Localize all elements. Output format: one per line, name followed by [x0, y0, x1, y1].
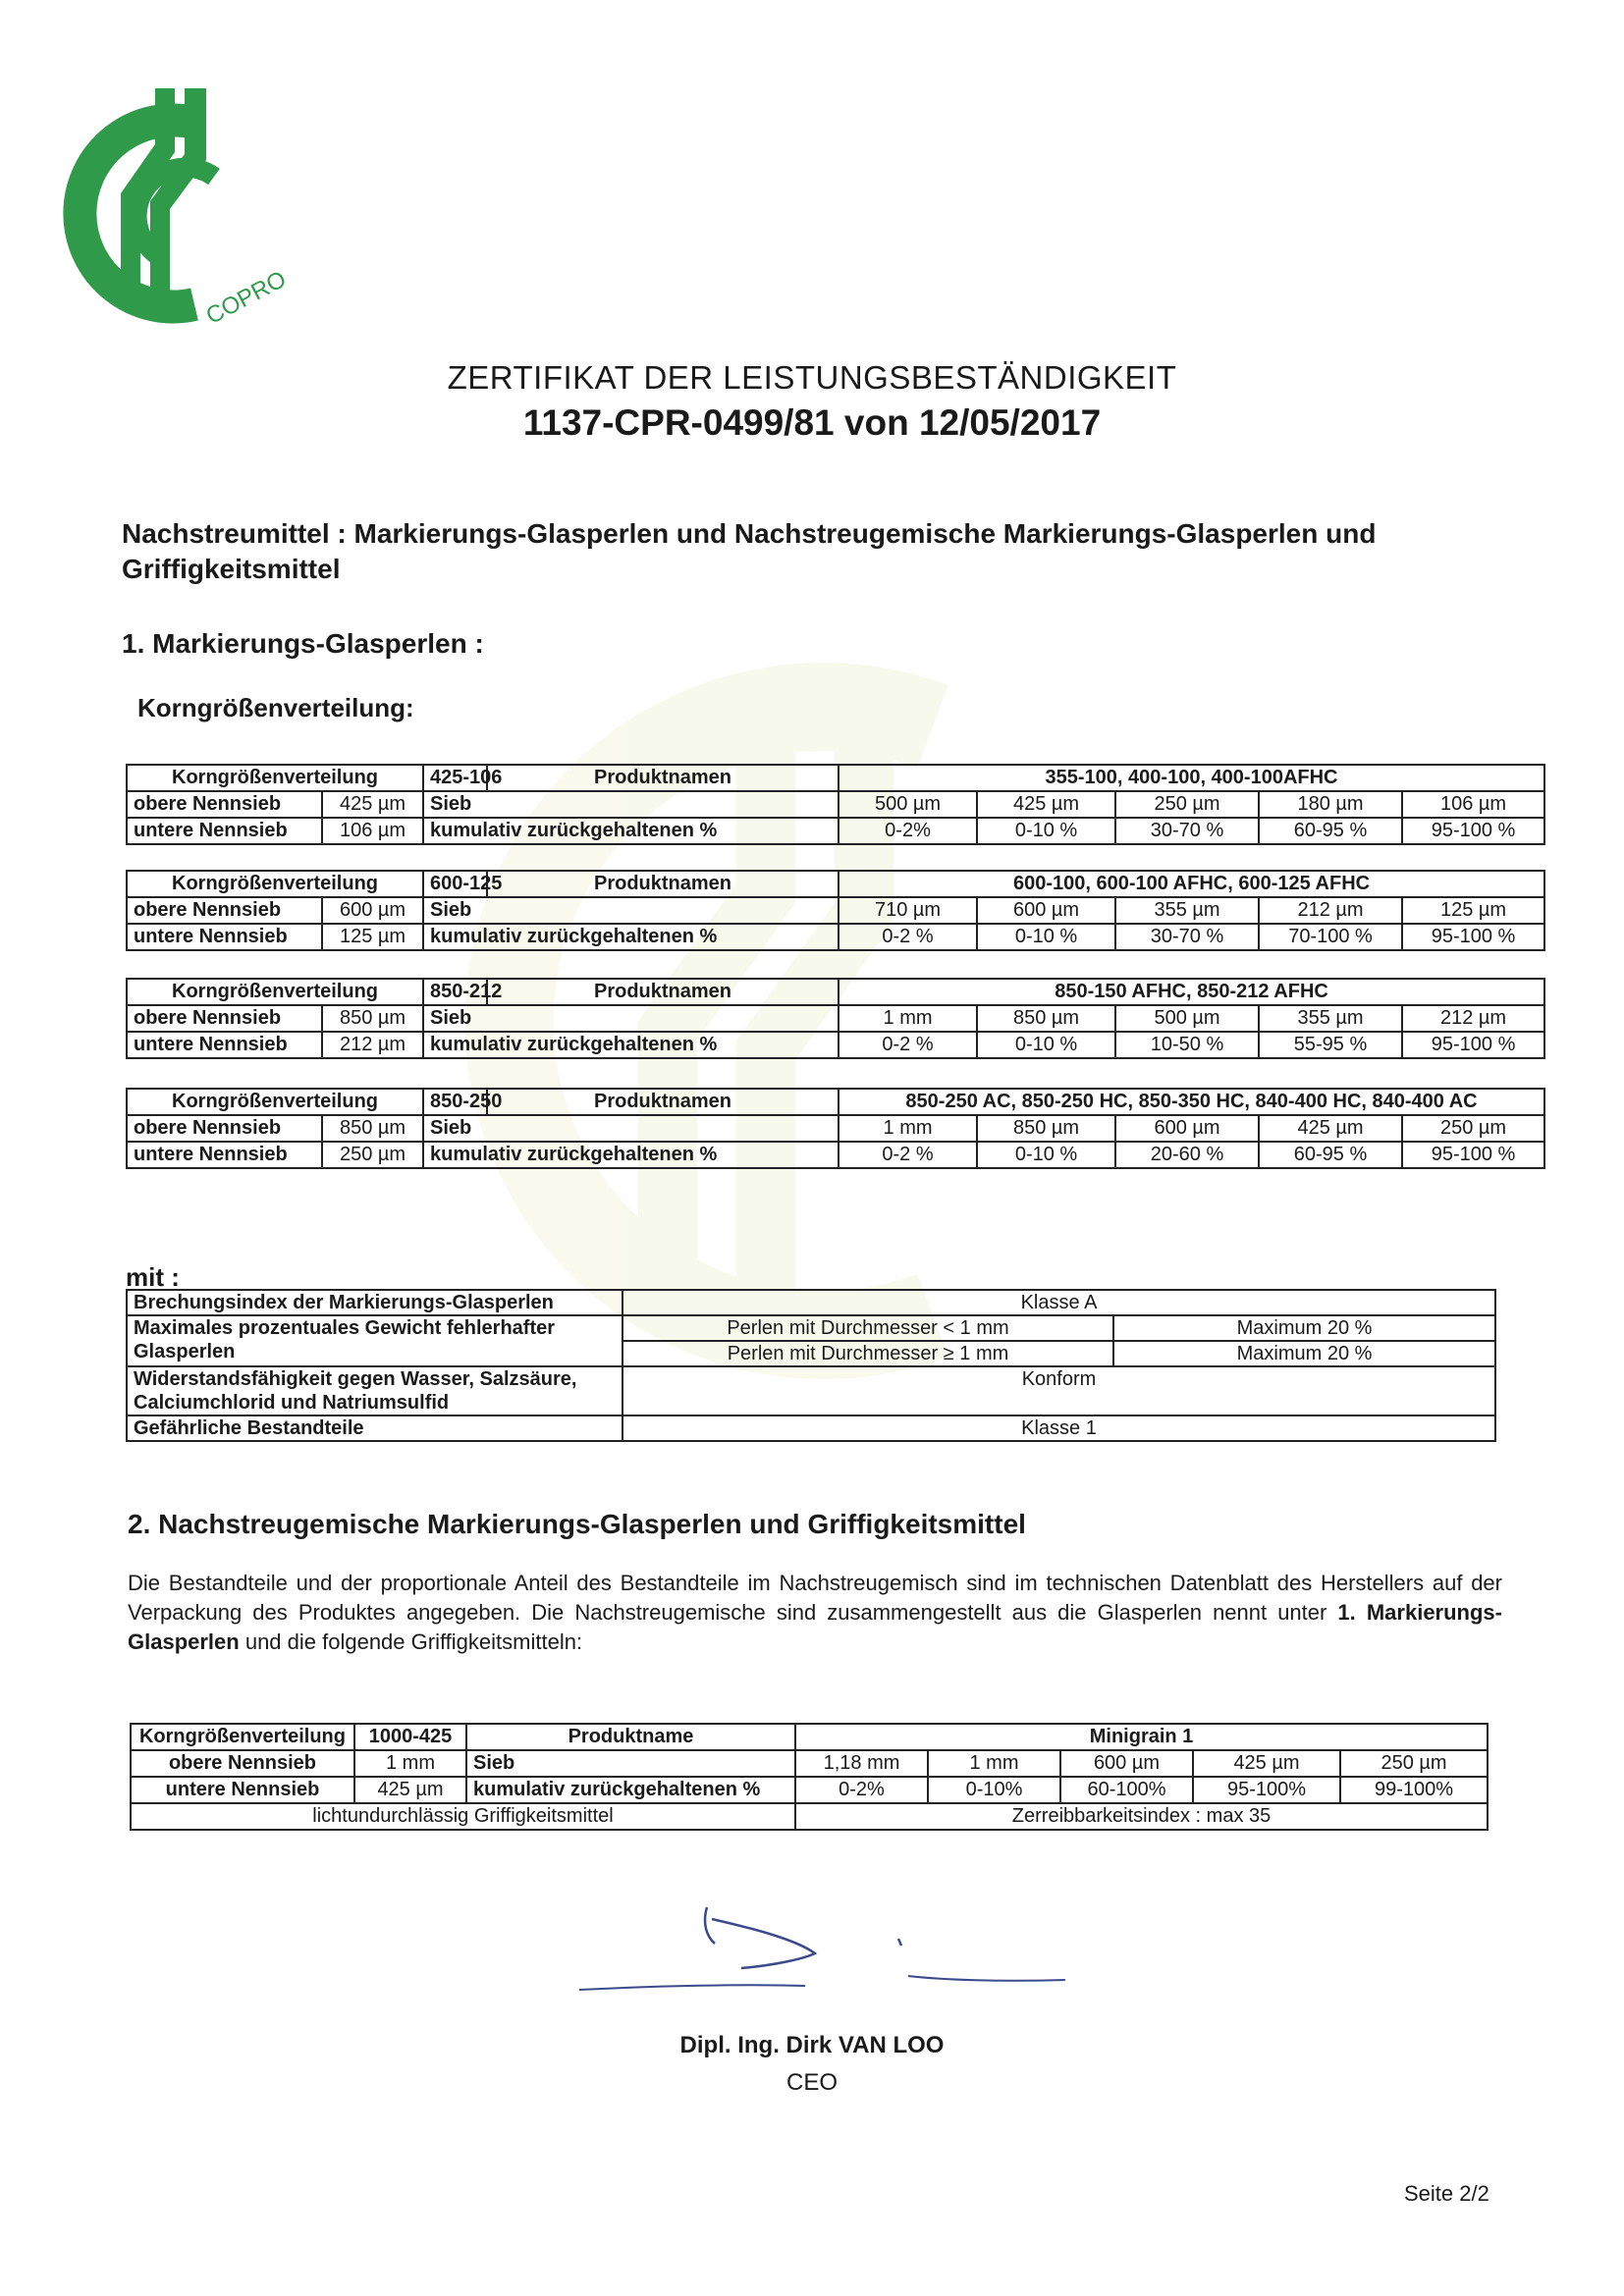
table-row: [127, 1089, 1544, 1115]
table-row: [127, 871, 1544, 897]
lower-sieve-label: untere Nennsieb: [127, 1032, 322, 1058]
sieve-cell: 250 µm: [1340, 1750, 1488, 1777]
product-names-label: Produktnamen: [487, 871, 839, 897]
signature: [569, 1899, 1080, 2007]
cumulative-label: kumulativ zurückgehaltenen %: [423, 818, 839, 844]
product-name-label: Produktname: [466, 1724, 795, 1750]
sieve-cell: 1 mm: [839, 1005, 977, 1032]
lower-sieve-value: 250 µm: [322, 1142, 423, 1168]
upper-sieve-label: obere Nennsieb: [127, 791, 322, 818]
lower-sieve-label: untere Nennsieb: [127, 818, 322, 844]
signer-name: Dipl. Ing. Dirk VAN LOO: [679, 2032, 945, 2058]
retained-cell: 60-95 %: [1259, 1142, 1402, 1168]
table-row: [127, 1115, 1544, 1142]
distribution-table-3: [126, 978, 1545, 1059]
minigrain-table: [130, 1723, 1489, 1831]
upper-sieve-label: obere Nennsieb: [131, 1750, 354, 1777]
sieve-cell: 180 µm: [1259, 791, 1402, 818]
friability-index: Zerreibbarkeitsindex : max 35: [795, 1803, 1488, 1830]
sieve-cell: 1 mm: [928, 1750, 1060, 1777]
sieve-cell: 212 µm: [1402, 1005, 1544, 1032]
sieve-cell: 710 µm: [839, 897, 977, 924]
page-number: Seite 2/2: [1404, 2181, 1489, 2206]
distribution-label: Korngrößenverteilung: [127, 979, 423, 1005]
distribution-table-2: [126, 870, 1545, 951]
section-2-title: 2. Nachstreugemische Markierungs-Glasperlen und Griffigkeitsmittel: [128, 1509, 1026, 1539]
cumulative-label: kumulativ zurückgehaltenen %: [466, 1777, 795, 1803]
retained-cell: 0-10 %: [977, 1142, 1115, 1168]
table-row: [127, 1315, 1495, 1341]
table-row: [127, 1032, 1544, 1058]
resistance-value: Konform: [623, 1366, 1495, 1415]
distribution-code: 425-106: [423, 765, 487, 791]
distribution-label: Korngrößenverteilung: [127, 1089, 423, 1115]
sieve-cell: 425 µm: [1259, 1115, 1402, 1142]
retained-cell: 0-10%: [928, 1777, 1060, 1803]
table-row: [127, 765, 1544, 791]
lower-sieve-label: untere Nennsieb: [131, 1777, 354, 1803]
table-row: [127, 818, 1544, 844]
certificate-title: ZERTIFIKAT DER LEISTUNGSBESTÄNDIGKEIT: [447, 359, 1177, 396]
retained-cell: 0-10 %: [977, 1032, 1115, 1058]
cumulative-label: kumulativ zurückgehaltenen %: [423, 1142, 839, 1168]
distribution-subtitle: Korngrößenverteilung:: [137, 693, 414, 722]
distribution-table-1: [126, 764, 1545, 845]
cumulative-label: kumulativ zurückgehaltenen %: [423, 1032, 839, 1058]
sieve-cell: 1 mm: [839, 1115, 977, 1142]
sieve-cell: 600 µm: [977, 897, 1115, 924]
sieve-cell: 850 µm: [977, 1115, 1115, 1142]
distribution-code: 600-125: [423, 871, 487, 897]
product-names-label: Produktnamen: [487, 979, 839, 1005]
retained-cell: 10-50 %: [1115, 1032, 1259, 1058]
sieve-cell: 355 µm: [1115, 897, 1259, 924]
sieve-label: Sieb: [423, 897, 839, 924]
table-row: [127, 791, 1544, 818]
lower-sieve-value: 106 µm: [322, 818, 423, 844]
distribution-label: Korngrößenverteilung: [131, 1724, 354, 1750]
table-row: [127, 1142, 1544, 1168]
distribution-label: Korngrößenverteilung: [127, 871, 423, 897]
table-row: [131, 1750, 1488, 1777]
retained-cell: 0-2 %: [839, 1142, 977, 1168]
lower-sieve-value: 425 µm: [354, 1777, 466, 1803]
sieve-cell: 600 µm: [1060, 1750, 1193, 1777]
table-row: [127, 1415, 1495, 1441]
upper-sieve-value: 425 µm: [322, 791, 423, 818]
lower-sieve-value: 125 µm: [322, 924, 423, 950]
retained-cell: 95-100 %: [1402, 1032, 1544, 1058]
sieve-label: Sieb: [466, 1750, 795, 1777]
table-row: [127, 979, 1544, 1005]
table-row: [127, 1005, 1544, 1032]
sieve-cell: 850 µm: [977, 1005, 1115, 1032]
retained-cell: 55-95 %: [1259, 1032, 1402, 1058]
sieve-cell: 500 µm: [839, 791, 977, 818]
refraction-label: Brechungsindex der Markierungs-Glasperlen: [127, 1290, 623, 1315]
certificate-number: 1137-CPR-0499/81 von 12/05/2017: [522, 402, 1102, 443]
distribution-table-4: [126, 1088, 1545, 1169]
table-row: [131, 1777, 1488, 1803]
mit-label: mit :: [126, 1262, 180, 1292]
sieve-cell: 1,18 mm: [795, 1750, 928, 1777]
sieve-cell: 250 µm: [1115, 791, 1259, 818]
retained-cell: 0-2 %: [839, 924, 977, 950]
defect-label: Maximales prozentuales Gewicht fehlerhafter Glasperlen: [127, 1315, 623, 1366]
hazard-label: Gefährliche Bestandteile: [127, 1415, 623, 1441]
retained-cell: 20-60 %: [1115, 1142, 1259, 1168]
product-names: 850-250 AC, 850-250 HC, 850-350 HC, 840-400 HC, 840-400 AC: [839, 1089, 1544, 1115]
defect-large-label: Perlen mit Durchmesser ≥ 1 mm: [623, 1341, 1113, 1366]
lower-sieve-label: untere Nennsieb: [127, 1142, 322, 1168]
retained-cell: 0-10 %: [977, 818, 1115, 844]
product-names: 850-150 AFHC, 850-212 AFHC: [839, 979, 1544, 1005]
hazard-value: Klasse 1: [623, 1415, 1495, 1441]
distribution-label: Korngrößenverteilung: [127, 765, 423, 791]
upper-sieve-value: 600 µm: [322, 897, 423, 924]
opaque-agent-note: lichtundurchlässig Griffigkeitsmittel: [131, 1803, 795, 1830]
table-row: [127, 1366, 1495, 1415]
retained-cell: 0-2%: [795, 1777, 928, 1803]
sieve-label: Sieb: [423, 1115, 839, 1142]
lower-sieve-label: untere Nennsieb: [127, 924, 322, 950]
defect-large-value: Maximum 20 %: [1113, 1341, 1495, 1366]
defect-small-value: Maximum 20 %: [1113, 1315, 1495, 1341]
upper-sieve-label: obere Nennsieb: [127, 897, 322, 924]
lower-sieve-value: 212 µm: [322, 1032, 423, 1058]
table-row: [127, 924, 1544, 950]
sieve-cell: 600 µm: [1115, 1115, 1259, 1142]
table-row: [127, 897, 1544, 924]
defect-small-label: Perlen mit Durchmesser < 1 mm: [623, 1315, 1113, 1341]
properties-table: [126, 1289, 1496, 1442]
table-row: [131, 1803, 1488, 1830]
section-1-title: 1. Markierungs-Glasperlen :: [122, 628, 484, 659]
upper-sieve-value: 1 mm: [354, 1750, 466, 1777]
product-names-label: Produktnamen: [487, 1089, 839, 1115]
product-heading: Nachstreumittel : Markierungs-Glasperlen und Nachstreugemische Markierungs-Glasperlen und Griffigkeitsmittel: [122, 518, 1377, 584]
upper-sieve-label: obere Nennsieb: [127, 1005, 322, 1032]
table-row: [131, 1724, 1488, 1750]
retained-cell: 0-2%: [839, 818, 977, 844]
retained-cell: 0-10 %: [977, 924, 1115, 950]
resistance-label: Widerstandsfähigkeit gegen Wasser, Salzsäure, Calciumchlorid und Natriumsulfid: [127, 1366, 623, 1415]
upper-sieve-value: 850 µm: [322, 1005, 423, 1032]
paragraph-bold-reference: 1. Markierungs-Glasperlen: [128, 1600, 1502, 1654]
sieve-cell: 106 µm: [1402, 791, 1544, 818]
distribution-code: 850-250: [423, 1089, 487, 1115]
product-name: Minigrain 1: [795, 1724, 1488, 1750]
upper-sieve-value: 850 µm: [322, 1115, 423, 1142]
sieve-label: Sieb: [423, 1005, 839, 1032]
sieve-cell: 125 µm: [1402, 897, 1544, 924]
paragraph-text: Die Bestandteile und der proportionale Anteil des Bestandteile im Nachstreugemisch sind im technischen Datenblatt des Herstellers auf der Verpackung des Produktes angegeben. Die Nachstreugemische sind zusammengestellt aus die Glasperlen nennt unter: [128, 1571, 1502, 1625]
product-names: 600-100, 600-100 AFHC, 600-125 AFHC: [839, 871, 1544, 897]
distribution-code: 850-212: [423, 979, 487, 1005]
refraction-value: Klasse A: [623, 1290, 1495, 1315]
retained-cell: 60-95 %: [1259, 818, 1402, 844]
sieve-cell: 425 µm: [977, 791, 1115, 818]
retained-cell: 95-100 %: [1402, 818, 1544, 844]
sieve-cell: 425 µm: [1193, 1750, 1340, 1777]
retained-cell: 60-100%: [1060, 1777, 1193, 1803]
sieve-cell: 355 µm: [1259, 1005, 1402, 1032]
product-names: 355-100, 400-100, 400-100AFHC: [839, 765, 1544, 791]
retained-cell: 95-100 %: [1402, 1142, 1544, 1168]
sieve-cell: 212 µm: [1259, 897, 1402, 924]
retained-cell: 0-2 %: [839, 1032, 977, 1058]
sieve-cell: 250 µm: [1402, 1115, 1544, 1142]
distribution-code: 1000-425: [354, 1724, 466, 1750]
retained-cell: 30-70 %: [1115, 818, 1259, 844]
table-row: [127, 1290, 1495, 1315]
sieve-label: Sieb: [423, 791, 839, 818]
retained-cell: 70-100 %: [1259, 924, 1402, 950]
svg-text:COPRO: COPRO: [201, 265, 291, 330]
section-2-paragraph: [128, 1569, 1502, 1657]
product-names-label: Produktnamen: [487, 765, 839, 791]
sieve-cell: 500 µm: [1115, 1005, 1259, 1032]
retained-cell: 99-100%: [1340, 1777, 1488, 1803]
paragraph-text: und die folgende Griffigkeitsmitteln:: [239, 1629, 583, 1654]
retained-cell: 95-100 %: [1402, 924, 1544, 950]
signer-role: CEO: [785, 2069, 838, 2096]
cumulative-label: kumulativ zurückgehaltenen %: [423, 924, 839, 950]
copro-logo: [47, 83, 312, 329]
retained-cell: 95-100%: [1193, 1777, 1340, 1803]
retained-cell: 30-70 %: [1115, 924, 1259, 950]
upper-sieve-label: obere Nennsieb: [127, 1115, 322, 1142]
